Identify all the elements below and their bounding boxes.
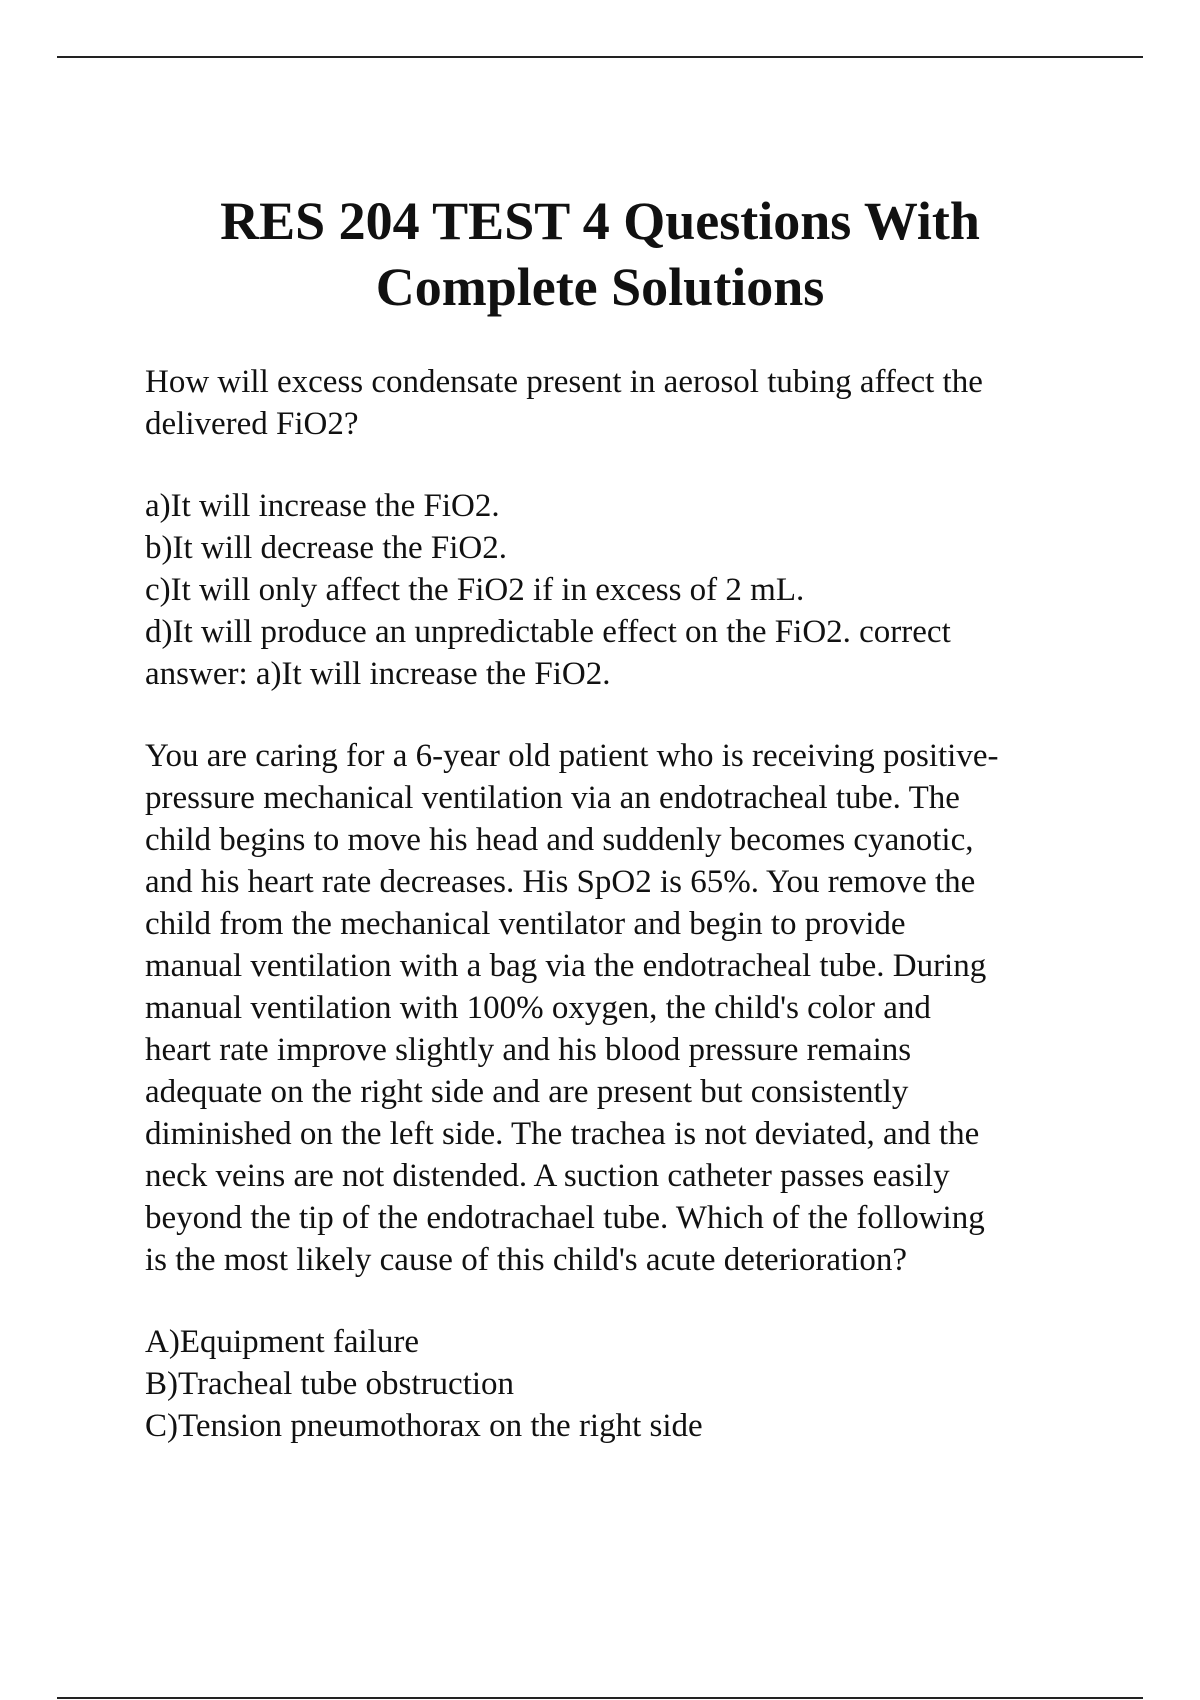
- question-2-stem-line: is the most likely cause of this child's acute deterioration?: [145, 1242, 907, 1278]
- question-1-stem-line: How will excess condensate present in aerosol tubing affect the: [145, 364, 983, 400]
- question-2-stem-line: adequate on the right side and are present but consistently: [145, 1074, 909, 1110]
- question-1: [145, 361, 1105, 695]
- question-1-choice-a: a)It will increase the FiO2.: [145, 488, 500, 524]
- question-2-stem-line: pressure mechanical ventilation via an endotracheal tube. The: [145, 780, 960, 816]
- question-2-stem-line: child begins to move his head and suddenly becomes cyanotic,: [145, 822, 974, 858]
- question-2-stem-line: and his heart rate decreases. His SpO2 is 65%. You remove the: [145, 864, 976, 900]
- question-2-stem-line: You are caring for a 6-year old patient who is receiving positive-: [145, 738, 999, 774]
- question-2-stem-line: manual ventilation with a bag via the endotracheal tube. During: [145, 948, 987, 984]
- question-1-stem-line: delivered FiO2?: [145, 406, 359, 442]
- question-2-stem-line: child from the mechanical ventilator and begin to provide: [145, 906, 906, 942]
- paragraph-gap: [145, 445, 1105, 485]
- question-2-stem-line: beyond the tip of the endotrachael tube. Which of the following: [145, 1200, 985, 1236]
- question-2-stem-line: manual ventilation with 100% oxygen, the child's color and: [145, 990, 931, 1026]
- top-rule: [57, 56, 1143, 58]
- question-1-choice-d: d)It will produce an unpredictable effect on the FiO2. correct: [145, 614, 951, 650]
- question-2-choice-a: A)Equipment failure: [145, 1324, 419, 1360]
- document-body: [145, 361, 1105, 1447]
- question-2: [145, 735, 1105, 1447]
- document-title-line-1: RES 204 TEST 4 Questions With: [220, 191, 980, 251]
- document-title-line-2: Complete Solutions: [375, 257, 825, 317]
- paragraph-gap: [145, 695, 1105, 735]
- question-1-choice-c: c)It will only affect the FiO2 if in excess of 2 mL.: [145, 572, 805, 608]
- paragraph-gap: [145, 1281, 1105, 1321]
- question-2-stem-line: diminished on the left side. The trachea is not deviated, and the: [145, 1116, 980, 1152]
- question-2-choice-c: C)Tension pneumothorax on the right side: [145, 1408, 703, 1444]
- question-2-choice-b: B)Tracheal tube obstruction: [145, 1366, 515, 1402]
- question-2-stem-line: neck veins are not distended. A suction catheter passes easily: [145, 1158, 950, 1194]
- question-1-answer: answer: a)It will increase the FiO2.: [145, 656, 611, 692]
- bottom-rule: [57, 1697, 1143, 1699]
- question-2-stem-line: heart rate improve slightly and his blood pressure remains: [145, 1032, 912, 1068]
- question-1-choice-b: b)It will decrease the FiO2.: [145, 530, 507, 566]
